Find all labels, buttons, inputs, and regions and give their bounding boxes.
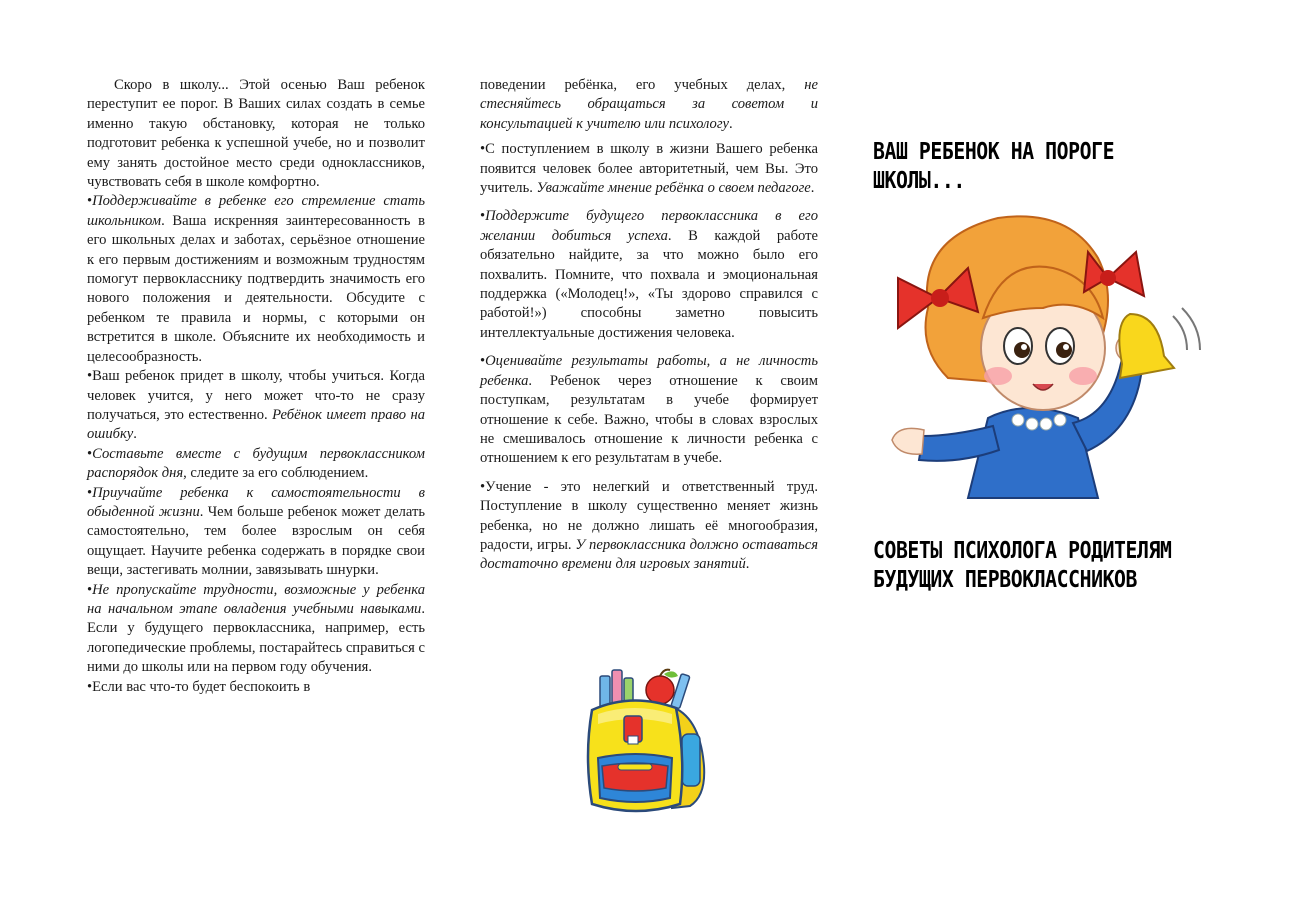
tip-play-time: • Учение - это нелегкий и ответственный труд. Поступление в школу существенно меняет жизнь ребенка, но не должно лишать её многообразия, радости, игры. У первоклассника должно оставаться достаточно времени для игровых занятий. [480,478,818,575]
tip-support-desire: • Поддерживайте в ребенке его стремление стать школьником. Ваша искренняя заинтересованность в его школьных делах и заботах, серьёзное отношение к его первым достижениям и возможным трудностям помогут первокласснику подтвердить значимость его нового положения и деятельности. Обсудите с ребенком те правила и нормы, с которыми он встретится в школе. Объясните их необходимость и целесообразность. [87,192,425,367]
tip-concerns-continued: поведении ребёнка, его учебных делах, не стесняйтесь обращаться за советом и консультацией к учителю или психологу. [480,77,818,132]
tip-evaluate-results: • Оценивайте результаты работы, а не личность ребенка. Ребенок через отношение к своим поступкам, результатам в учебе формирует отношение к себе. Важно, чтобы в словах взрослых не смешивалось отношение к личности ребенка с отношением к его результатам в учебе. [480,352,818,468]
girl-with-bell-illustration [868,198,1228,510]
backpack-illustration [578,666,718,820]
tip-support-success: • Поддержите будущего первоклассника в его желании добиться успеха. В каждой работе обязательно найдите, за что можно было его похвалить. Помните, что похвала и эмоциональная поддержка («Молодец!», «Ты здорово справился с работой!») способны заметно повысить интеллектуальные достижения человека. [480,207,818,343]
column-middle [480,76,818,575]
column-left [87,76,425,697]
tip-respect-teacher: • С поступлением в школу в жизни Вашего ребенка появится человек более авторитетный, чем Вы. Это учитель. Уважайте мнение ребёнка о своем педагоге. [480,140,818,198]
tip-concerns: • Если вас что-то будет беспокоить в [87,678,425,697]
cover-title-bottom: СОВЕТЫ ПСИХОЛОГА РОДИТЕЛЯМ БУДУЩИХ ПЕРВОКЛАССНИКОВ [873,538,1172,593]
tip-right-to-mistake: • Ваш ребенок придет в школу, чтобы учиться. Когда человек учится, у него может что-то не сразу получаться, это естественно. Ребёнок имеет право на ошибку. [87,367,425,445]
tip-daily-routine: • Составьте вместе с будущим первоклассником распорядок дня, следите за его соблюдением. [87,445,425,484]
intro-paragraph: Скоро в школу... Этой осенью Ваш ребенок переступит ее порог. В Ваших силах создать в семье именно такую обстановку, которая не только подготовит ребенка к успешной учебе, но и позволит ему занять достойное место среди одноклассников, чувствовать себя в школе комфортно. [87,77,425,191]
tip-independence: • Приучайте ребенка к самостоятельности в обыденной жизни. Чем больше ребенок может делать самостоятельно, тем более взрослым он себя ощущает. Научите ребенка содержать в порядке свои вещи, застегивать молнии, завязывать шнурки. [87,484,425,581]
cover-title-top: ВАШ РЕБЕНОК НА ПОРОГЕ ШКОЛЫ... [873,139,1115,194]
tip-difficulties: • Не пропускайте трудности, возможные у ребенка на начальном этапе овладения учебными навыками. Если у будущего первоклассника, например, есть логопедические проблемы, постарайтесь справиться с ними до школы или на первом году обучения. [87,581,425,678]
